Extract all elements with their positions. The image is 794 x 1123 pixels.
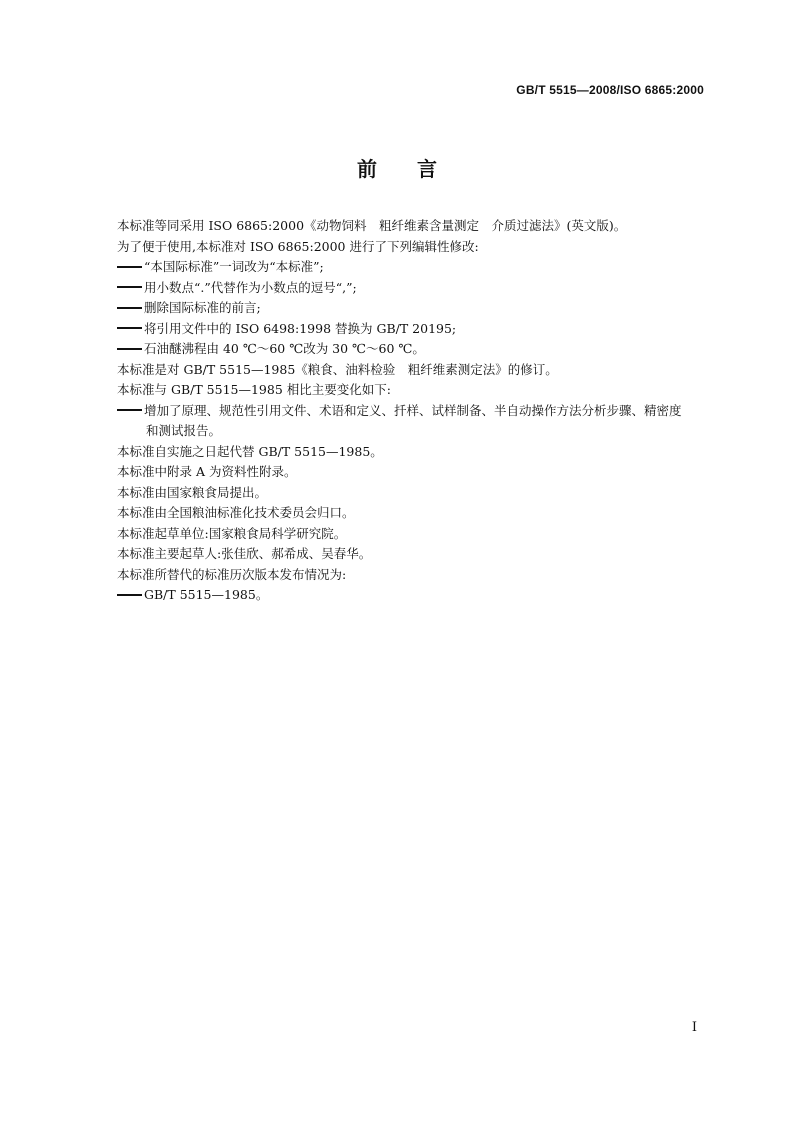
line-text: 本标准所替代的标准历次版本发布情况为: [117,566,347,582]
paragraph-line [117,360,717,381]
standard-code: GB/T 5515—2008/ISO 6865:2000 [516,83,704,97]
em-dash-bullet [117,307,142,309]
line-text: 为了便于使用,本标准对 ISO 6865:2000 进行了下列编辑性修改: [117,238,479,254]
line-text: “本国际标准”一词改为“本标准”; [144,259,324,274]
line-text: 本标准由全国粮油标准化技术委员会归口。 [117,505,355,520]
foreword-body [117,216,717,606]
em-dash-bullet [117,327,142,329]
line-text: 本标准等同采用 ISO 6865:2000《动物饲料 粗纤维素含量测定 介质过滤法》(英文版)。 [117,218,627,233]
em-dash-bullet [117,594,142,596]
line-text: 和测试报告。 [146,423,222,438]
paragraph-line [117,503,717,524]
paragraph-line [117,524,717,545]
line-text: 本标准中附录 A 为资料性附录。 [117,464,297,479]
line-text: 本标准由国家粮食局提出。 [117,484,268,500]
line-text: 将引用文件中的 ISO 6498:1998 替换为 GB/T 20195; [144,320,457,336]
paragraph-line [117,483,717,504]
dash-list-item [117,278,717,299]
paragraph-line [117,237,717,258]
dash-list-item [117,319,717,340]
line-text: 删除国际标准的前言; [144,300,261,315]
em-dash-bullet [117,286,142,288]
line-text: GB/T 5515—1985。 [144,587,269,602]
dash-list-item [117,339,717,360]
line-text: 本标准是对 GB/T 5515—1985《粮食、油料检验 粗纤维素测定法》的修订。 [117,361,558,377]
line-text: 增加了原理、规范性引用文件、术语和定义、扦样、试样制备、半自动操作方法分析步骤、精密度 [144,402,682,418]
paragraph-line [117,544,717,565]
em-dash-bullet [117,409,142,411]
dash-list-item [117,298,717,319]
paragraph-line [117,565,717,586]
line-text: 本标准与 GB/T 5515—1985 相比主要变化如下: [117,382,391,397]
em-dash-bullet [117,348,142,350]
paragraph-line [117,421,717,442]
dash-list-item [117,257,717,278]
line-text: 本标准主要起草人:张佳欣、郝希成、吴春华。 [117,546,372,561]
em-dash-bullet [117,266,142,268]
paragraph-line [117,216,717,237]
line-text: 用小数点“.”代替作为小数点的逗号“,”; [144,279,357,295]
dash-list-item [117,401,717,422]
paragraph-line [117,380,717,401]
line-text: 石油醚沸程由 40 ℃～60 ℃改为 30 ℃～60 ℃。 [144,341,425,356]
line-text: 本标准自实施之日起代替 GB/T 5515—1985。 [117,443,383,459]
line-text: 本标准起草单位:国家粮食局科学研究院。 [117,525,347,541]
page-title: 前言 [357,157,477,181]
paragraph-line [117,462,717,483]
dash-list-item [117,585,717,606]
paragraph-line [117,442,717,463]
page-number: I [691,1020,697,1035]
